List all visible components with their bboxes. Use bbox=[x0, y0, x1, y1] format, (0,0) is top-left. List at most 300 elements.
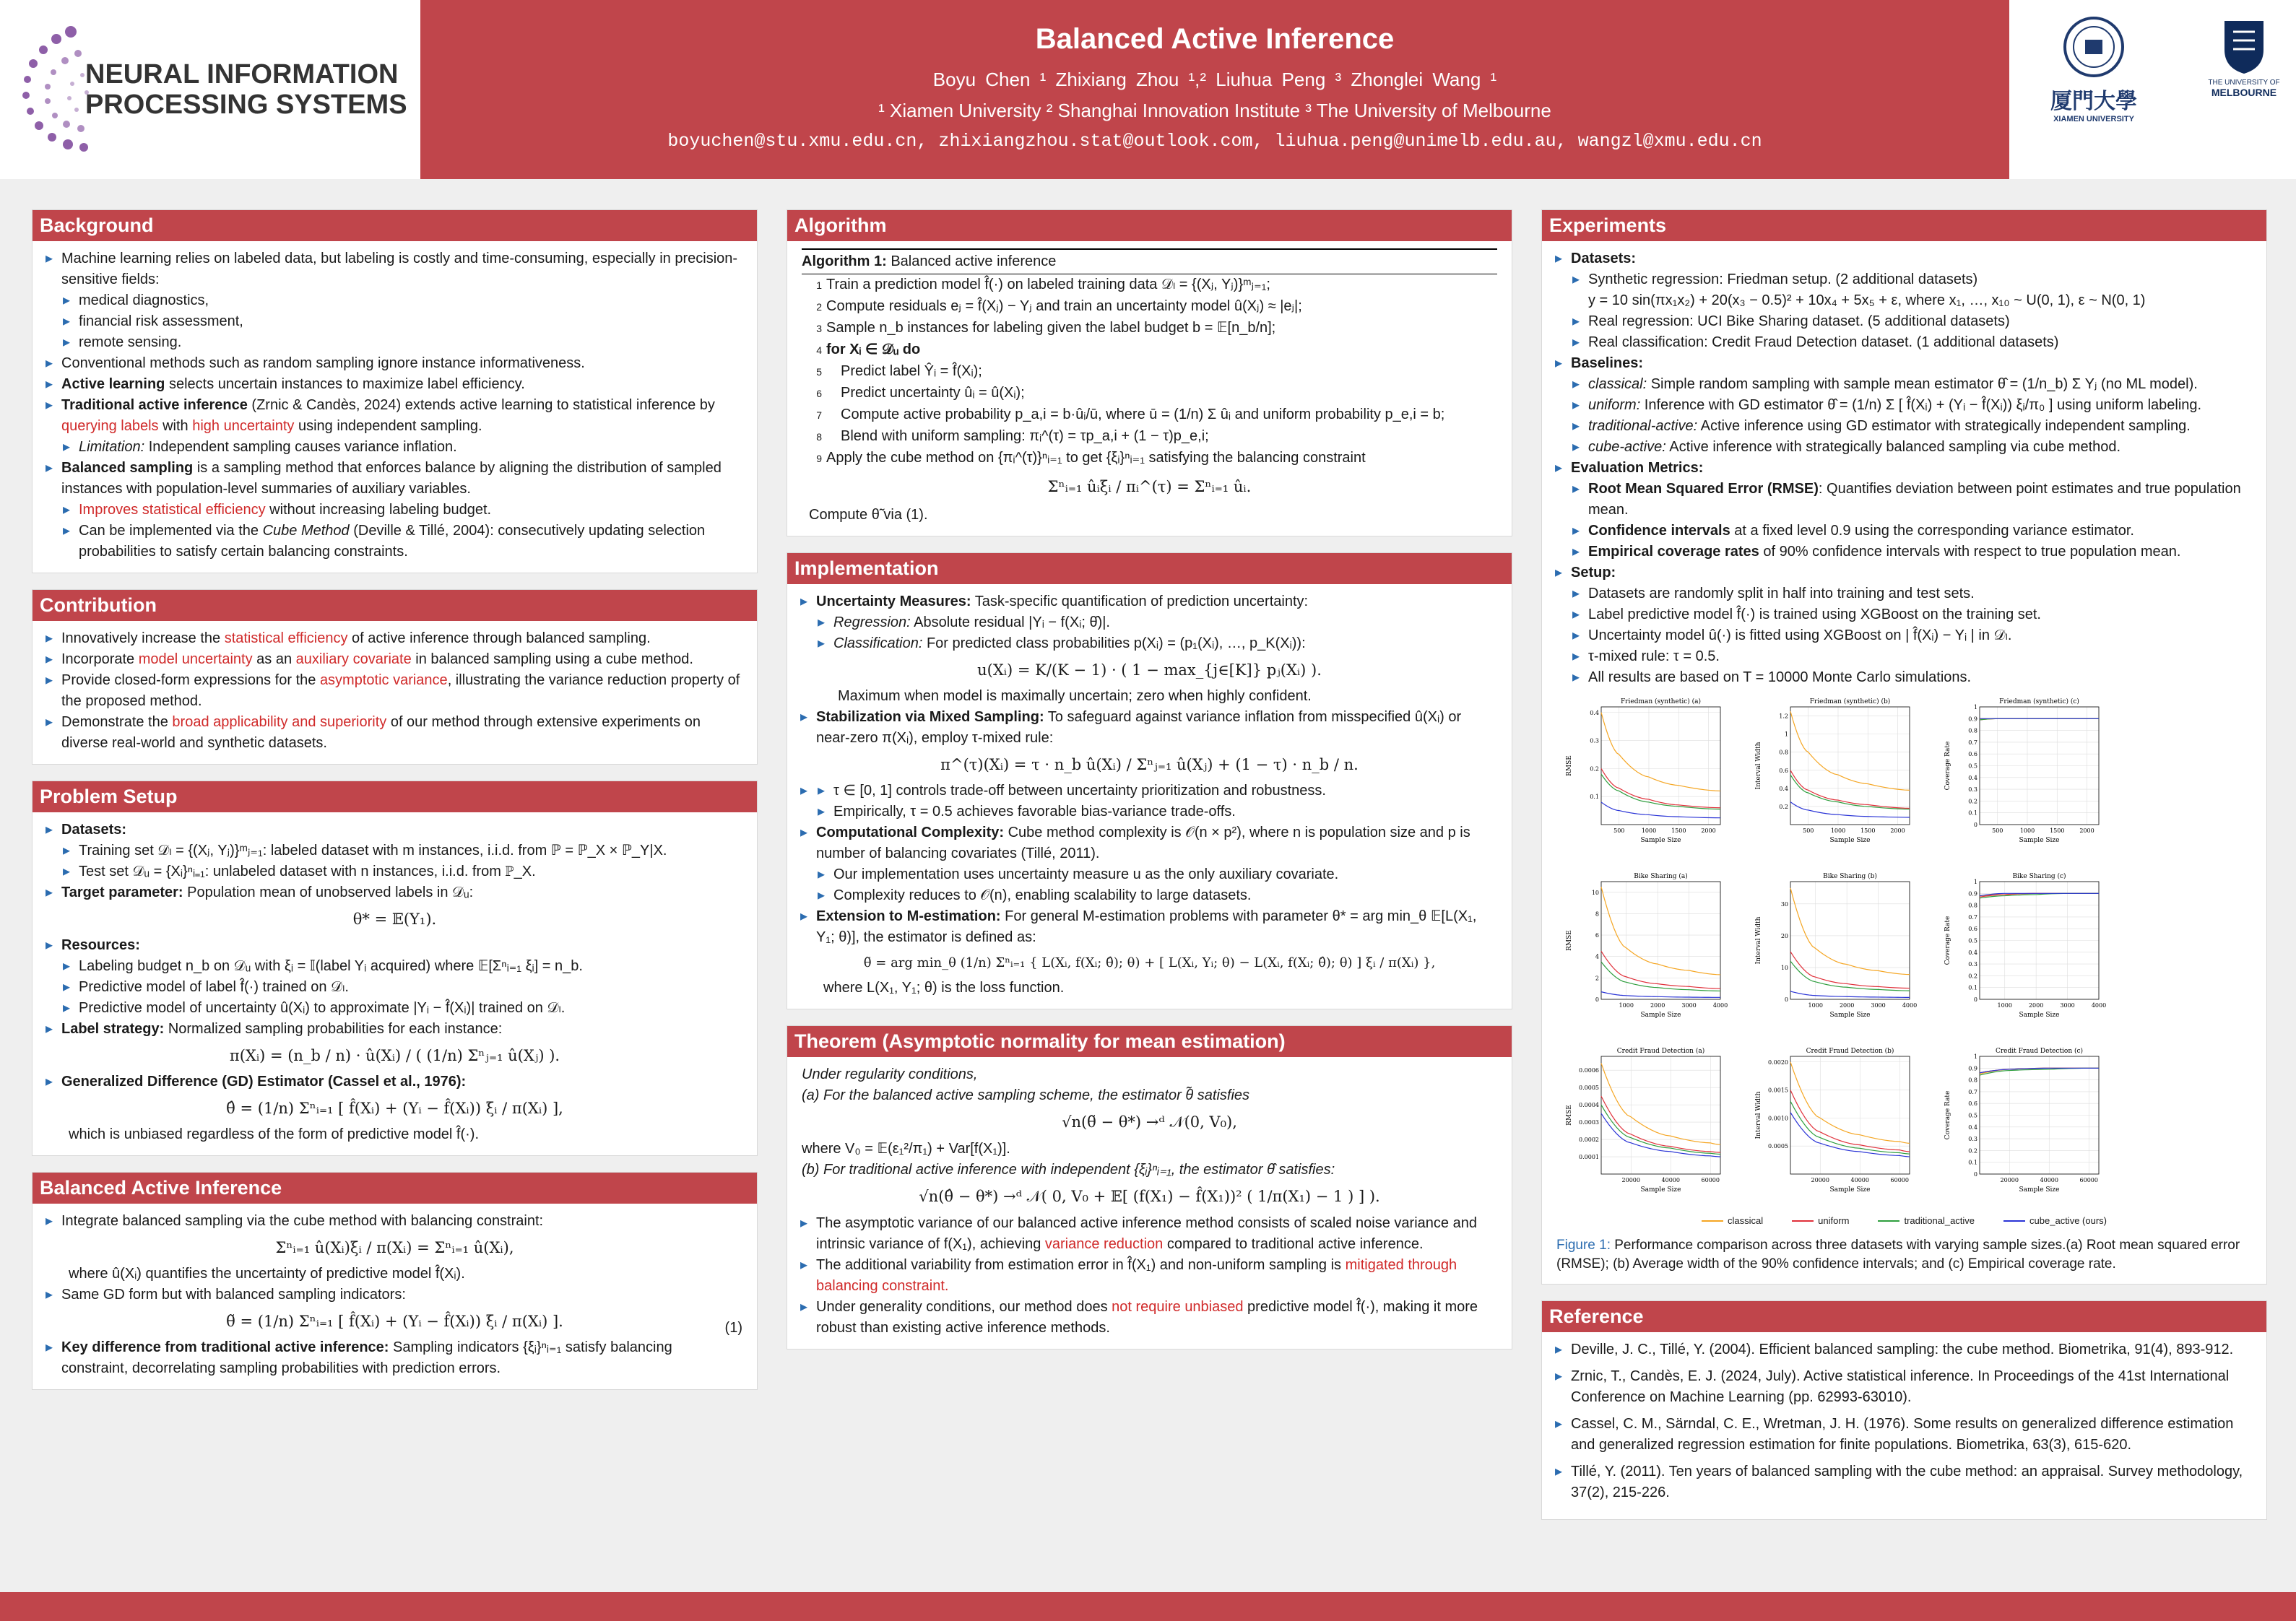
sub-bullet: ▸ Confidence intervals at a fixed level 0.9 using the corresponding variance estimator. bbox=[1588, 521, 2252, 542]
sub-bullet: ▸ Can be implemented via the Cube Method (Deville & Tillé, 2004): consecutively updating selection probabilities to satisfy certain balancing constraints. bbox=[79, 521, 742, 562]
x-tick-label: 20000 bbox=[1621, 1177, 1640, 1183]
y-tick-label: 0.3 bbox=[1968, 786, 1977, 794]
algorithm-line: 6 Predict uncertainty ûᵢ = û(Xᵢ); bbox=[816, 385, 1025, 401]
title-banner bbox=[420, 0, 2009, 179]
x-tick-label: 40000 bbox=[1850, 1177, 1869, 1183]
chart-title: Bike Sharing (c) bbox=[2012, 873, 2066, 880]
algorithm-section bbox=[787, 209, 1512, 536]
column-2 bbox=[787, 209, 1512, 1365]
equation: π(Xᵢ) = (n_b / n) · û(Xᵢ) / ( (1/n) Σⁿⱼ₌₁ û(Xⱼ) ). bbox=[229, 1047, 560, 1064]
authors: Boyu Chen ¹ Zhixiang Zhou ¹,² Liuhua Peng ³ Zhonglei Wang ¹ bbox=[932, 69, 1497, 90]
chart-title: Credit Fraud Detection (c) bbox=[1995, 1048, 2084, 1055]
equation: θ* = 𝔼(Y₁). bbox=[352, 911, 437, 928]
series-line-cube_activeours bbox=[1601, 1113, 1720, 1157]
plot-frame bbox=[1790, 1056, 1910, 1174]
y-tick-label: 0.9 bbox=[1968, 716, 1977, 723]
x-tick-label: 60000 bbox=[2079, 1177, 2098, 1183]
sub-bullet: ▸ Synthetic regression: Friedman setup. (2 additional datasets) y = 10 sin(πx₁x₂) + 20(x₃ − 0.5)² + 10x₄ + 5x₅ + ε, where x₁, …, x₁₀ ~ U(0, 1), ε ~ N(0, 1) bbox=[1588, 269, 2252, 311]
y-tick-label: 0.8 bbox=[1968, 902, 1977, 909]
y-tick-label: 0.0020 bbox=[1768, 1059, 1788, 1066]
y-tick-label: 10 bbox=[1780, 964, 1788, 971]
series-line-classical bbox=[1790, 888, 1910, 975]
bullet: ▸ Incorporate model uncertainty as an auxiliary covariate in balanced sampling using a cube method. bbox=[61, 649, 742, 670]
sub-bullet: ▸ financial risk assessment, bbox=[79, 311, 742, 332]
x-tick-label: 40000 bbox=[1661, 1177, 1680, 1183]
sub-bullet: ▸ Classification: For predicted class probabilities p(Xᵢ) = (p₁(Xᵢ), …, p_K(Xᵢ)): bbox=[833, 633, 1497, 654]
y-tick-label: 4 bbox=[1595, 953, 1599, 960]
series-line-traditional_active bbox=[1980, 1068, 2099, 1075]
y-tick-label: 2 bbox=[1595, 975, 1599, 982]
algorithm-line: 5 Predict label Ŷᵢ = f̂(Xᵢ); bbox=[816, 363, 982, 379]
sub-bullet: ▸ Empirical coverage rates of 90% confidence intervals with respect to true population mean. bbox=[1588, 542, 2252, 562]
series-line-uniform bbox=[1790, 952, 1910, 988]
x-tick-label: 60000 bbox=[1701, 1177, 1720, 1183]
y-tick-label: 0.0010 bbox=[1768, 1115, 1788, 1122]
bullet: ▸ Uncertainty Measures: Task-specific quantification of prediction uncertainty: ▸ Regression: Absolute residual |Yᵢ − f(Xᵢ; θ̂)|. ▸ Classification: For predicted class probabilities p(Xᵢ) = (p₁(Xᵢ), …, p_K(Xᵢ)): bbox=[816, 591, 1497, 654]
y-tick-label: 0.0002 bbox=[1579, 1137, 1599, 1144]
chart-title: Credit Fraud Detection (a) bbox=[1616, 1048, 1705, 1055]
sub-bullet: ▸ Regression: Absolute residual |Yᵢ − f(Xᵢ; θ̂)|. bbox=[833, 612, 1497, 633]
reference-item: ▸ Cassel, C. M., Särndal, C. E., Wretman, J. H. (1976). Some results on generalized difference estimation and generalized regression estimation for finite populations. Biometrika, 63(3), 615-620. bbox=[1571, 1414, 2252, 1456]
bullet: ▸ The additional variability from estimation error in f̂(X₁) and non-uniform sampling is mitigated through balancing constraint. bbox=[816, 1255, 1497, 1297]
y-tick-label: 0.2 bbox=[1968, 973, 1977, 980]
y-tick-label: 0.5 bbox=[1968, 762, 1977, 770]
y-tick-label: 1 bbox=[1973, 1053, 1977, 1060]
x-tick-label: 4000 bbox=[1902, 1002, 1918, 1009]
x-tick-label: 1000 bbox=[1808, 1002, 1823, 1009]
sub-bullet: ▸ Complexity reduces to 𝒪(n), enabling scalability to large datasets. bbox=[833, 885, 1497, 906]
melbourne-logo bbox=[2204, 17, 2284, 98]
x-axis-label: Sample Size bbox=[1829, 837, 1871, 844]
bullet-group bbox=[816, 781, 1497, 822]
y-tick-label: 20 bbox=[1780, 932, 1788, 939]
y-tick-label: 1.2 bbox=[1779, 713, 1788, 720]
y-tick-label: 0.0003 bbox=[1579, 1119, 1599, 1126]
poster-title: Balanced Active Inference bbox=[1035, 23, 1395, 55]
y-tick-label: 0.3 bbox=[1590, 737, 1599, 744]
contribution-section bbox=[32, 589, 758, 765]
x-tick-label: 1500 bbox=[2050, 827, 2065, 834]
y-tick-label: 0.2 bbox=[1779, 803, 1788, 810]
series-line-cube_activeours bbox=[1980, 1068, 2099, 1073]
y-tick-label: 0.0005 bbox=[1579, 1085, 1599, 1092]
y-tick-label: 0.0001 bbox=[1579, 1154, 1599, 1161]
chart-4 bbox=[1753, 870, 1918, 1029]
sub-bullet: ▸ medical diagnostics, bbox=[79, 290, 742, 311]
x-axis-label: Sample Size bbox=[2019, 837, 2060, 844]
y-tick-label: 0.2 bbox=[1968, 1147, 1977, 1155]
sub-bullet: ▸ Limitation: Independent sampling causes variance inflation. bbox=[79, 437, 742, 458]
y-tick-label: 0.3 bbox=[1968, 961, 1977, 968]
y-tick-label: 0 bbox=[1595, 996, 1599, 1003]
balanced-active-inference-section bbox=[32, 1172, 758, 1390]
paragraph: where V₀ = 𝔼(ε₁²/π₁) + Var[f(X₁)]. bbox=[802, 1141, 1010, 1157]
header bbox=[0, 0, 2296, 179]
figure-caption: Figure 1: Performance comparison across three datasets with varying sample sizes.(a) Root mean squared error (RMSE); (b) Average width of the 90% confidence intervals; and (c) Empirical coverage rate. bbox=[1556, 1238, 2240, 1272]
sub-bullet: ▸ Predictive model of uncertainty û(Xᵢ) to approximate |Yᵢ − f̂(Xᵢ)| trained on 𝒟ₗ. bbox=[79, 998, 742, 1019]
y-tick-label: 0.4 bbox=[1968, 1124, 1977, 1131]
bullet: ▸ Evaluation Metrics: ▸ Root Mean Squared Error (RMSE): Quantifies deviation between point estimates and true population mean. ▸ Confidence intervals at a fixed level 0.9 using the corresponding variance estimator. ▸ Empirical coverage rates of 90% confidence intervals with respect to true population mean. bbox=[1571, 458, 2252, 562]
sub-bullet: ▸ Uncertainty model û(·) is fitted using XGBoost on | f̂(Xᵢ) − Yᵢ | in 𝒟ₗ. bbox=[1588, 625, 2252, 646]
sub-bullet: ▸ Empirically, τ = 0.5 achieves favorable bias-variance trade-offs. bbox=[833, 801, 1497, 822]
chart-title: Friedman (synthetic) (c) bbox=[1999, 698, 2079, 705]
series-line-uniform bbox=[1601, 951, 1720, 988]
x-tick-label: 1000 bbox=[1641, 827, 1657, 834]
x-tick-label: 1500 bbox=[1671, 827, 1686, 834]
implementation-section bbox=[787, 552, 1512, 1009]
x-tick-label: 500 bbox=[1992, 827, 2003, 834]
sub-bullet: ▸ uniform: Inference with GD estimator θ̂ = (1/n) Σ [ f̂(Xᵢ) + (Yᵢ − f̂(Xᵢ)) ξᵢ/π₀ ] using uniform labeling. bbox=[1588, 395, 2252, 416]
chart-svg bbox=[1942, 870, 2105, 1025]
paragraph: where L(X₁, Y₁; θ) is the loss function. bbox=[823, 980, 1065, 996]
y-tick-label: 0.1 bbox=[1968, 1159, 1977, 1166]
sub-bullet: ▸ cube-active: Active inference with strategically balanced sampling via cube method. bbox=[1588, 437, 2252, 458]
x-tick-label: 2000 bbox=[2028, 1002, 2044, 1009]
chart-0 bbox=[1564, 695, 1726, 854]
algorithm-line: 9 Apply the cube method on {πᵢ^(τ)}ⁿᵢ₌₁ to get {ξᵢ}ⁿᵢ₌₁ satisfying the balancing constraint bbox=[816, 450, 1366, 466]
y-tick-label: 0.1 bbox=[1968, 809, 1977, 817]
bullet: ▸ Setup: ▸ Datasets are randomly split in half into training and test sets. ▸ Label predictive model f̂(·) is trained using XGBoost on the training set. ▸ Uncertainty model û(·) is fitted using XGBoost on | f̂(Xᵢ) − Yᵢ | in 𝒟ₗ. ▸ τ-mixed rule: τ = 0.5. ▸ All results are based on T = 10000 Monte Carlo simulations. bbox=[1571, 562, 2252, 688]
x-tick-label: 1500 bbox=[1860, 827, 1876, 834]
chart-svg bbox=[1753, 695, 1915, 851]
affiliations: ¹ Xiamen University ² Shanghai Innovation Institute ³ The University of Melbourne bbox=[878, 100, 1551, 121]
series-line-classical bbox=[1790, 1062, 1910, 1144]
x-tick-label: 20000 bbox=[1811, 1177, 1829, 1183]
y-tick-label: 0.4 bbox=[1968, 949, 1977, 956]
section-title: Contribution bbox=[33, 590, 757, 621]
bullet: ▸ Datasets: ▸ Training set 𝒟ₗ = {(Xⱼ, Yⱼ)}ᵐⱼ₌₁: labeled dataset with m instances, i.i.d. from ℙ = ℙ_X × ℙ_Y|X. ▸ Test set 𝒟ᵤ = {Xᵢ}ⁿᵢ₌₁: unlabeled dataset with n instances, i.i.d. from ℙ_X. bbox=[61, 820, 742, 882]
x-tick-label: 3000 bbox=[1871, 1002, 1886, 1009]
y-tick-label: 0.0004 bbox=[1579, 1102, 1599, 1109]
logo-text-line2: PROCESSING SYSTEMS bbox=[85, 90, 407, 120]
y-tick-label: 0.2 bbox=[1590, 765, 1599, 773]
x-tick-label: 500 bbox=[1803, 827, 1814, 834]
legend-item: classical bbox=[1702, 1215, 1763, 1226]
series-line-classical bbox=[1601, 1064, 1720, 1145]
y-tick-label: 0.1 bbox=[1590, 794, 1599, 801]
series-line-cube_activeours bbox=[1790, 991, 1910, 997]
section-title: Problem Setup bbox=[33, 781, 757, 812]
algorithm-header: Algorithm 1: Balanced active inference bbox=[802, 248, 1497, 274]
reference-item: ▸ Zrnic, T., Candès, E. J. (2024, July). Active statistical inference. In Proceedings of the 41st International Conference on Machine Learning (pp. 62993-63010). bbox=[1571, 1366, 2252, 1408]
bullet: ▸ The asymptotic variance of our balanced active inference method consists of scaled noise variance and intrinsic variance of f(X₁), achieving variance reduction compared to traditional active inference. bbox=[816, 1213, 1497, 1255]
xiamen-logo bbox=[2047, 14, 2141, 123]
sub-bullet: ▸ Training set 𝒟ₗ = {(Xⱼ, Yⱼ)}ᵐⱼ₌₁: labeled dataset with m instances, i.i.d. from ℙ = ℙ_X × ℙ_Y|X. bbox=[79, 840, 742, 861]
y-tick-label: 1 bbox=[1973, 704, 1977, 710]
x-tick-label: 40000 bbox=[2040, 1177, 2058, 1183]
equation: Σⁿᵢ₌₁ û(Xᵢ)ξᵢ / π(Xᵢ) = Σⁿᵢ₌₁ û(Xᵢ), bbox=[275, 1239, 514, 1256]
y-tick-label: 0.7 bbox=[1968, 739, 1977, 746]
x-tick-label: 4000 bbox=[1712, 1002, 1728, 1009]
x-tick-label: 1000 bbox=[1830, 827, 1846, 834]
x-tick-label: 3000 bbox=[2060, 1002, 2075, 1009]
sub-bullet: ▸ τ-mixed rule: τ = 0.5. bbox=[1588, 646, 2252, 667]
chart-svg bbox=[1564, 695, 1726, 851]
emails: boyuchen@stu.xmu.edu.cn, zhixiangzhou.stat@outlook.com, liuhua.peng@unimelb.edu.au, wangzl@xmu.edu.cn bbox=[667, 131, 1762, 152]
background-section bbox=[32, 209, 758, 573]
x-tick-label: 60000 bbox=[1890, 1177, 1909, 1183]
xiamen-english: XIAMEN UNIVERSITY bbox=[2053, 115, 2134, 123]
y-axis-label: Coverage Rate bbox=[1944, 741, 1951, 791]
bullet: ▸ Target parameter: Population mean of unobserved labels in 𝒟ᵤ: bbox=[61, 882, 742, 903]
equation: Σⁿᵢ₌₁ ûᵢξᵢ / πᵢ^(τ) = Σⁿᵢ₌₁ ûᵢ. bbox=[1047, 478, 1252, 495]
algorithm-line: 1 Train a prediction model f̂(·) on labeled training data 𝒟ₗ = {(Xⱼ, Yⱼ)}ᵐⱼ₌₁; bbox=[816, 277, 1270, 292]
neurips-logo bbox=[0, 0, 419, 179]
bullet: ▸ Traditional active inference (Zrnic & Candès, 2024) extends active learning to statistical inference by querying labels with high uncertainty using independent sampling. ▸ Limitation: Independent sampling causes variance inflation. bbox=[61, 395, 742, 458]
theorem-section bbox=[787, 1025, 1512, 1350]
bullet: ▸ Machine learning relies on labeled data, but labeling is costly and time-consuming, especially in precision-sensitive fields: ▸ medical diagnostics, ▸ financial risk assessment, ▸ remote sensing. bbox=[61, 248, 742, 353]
series-line-uniform bbox=[1790, 1090, 1910, 1152]
y-axis-label: RMSE bbox=[1566, 930, 1573, 951]
x-axis-label: Sample Size bbox=[1640, 837, 1681, 844]
bullet: ▸ Generalized Difference (GD) Estimator (Cassel et al., 1976): bbox=[61, 1072, 742, 1092]
column-1 bbox=[32, 209, 758, 1406]
series-line-cube_activeours bbox=[1601, 992, 1720, 998]
y-tick-label: 0.0006 bbox=[1579, 1067, 1599, 1074]
university-logos bbox=[2009, 0, 2296, 179]
algorithm-line: 4 for Xᵢ ∈ 𝒟ᵤ do bbox=[816, 342, 921, 357]
chart-svg bbox=[1753, 870, 1918, 1025]
series-line-cube_activeours bbox=[1790, 1113, 1910, 1157]
chart-6 bbox=[1564, 1045, 1726, 1204]
y-tick-label: 1 bbox=[1784, 731, 1788, 738]
sub-bullet: ▸ ▸ τ ∈ [0, 1] controls trade-off between uncertainty prioritization and robustness. bbox=[833, 781, 1497, 801]
legend-item: traditional_active bbox=[1878, 1215, 1975, 1226]
reference-item: ▸ Deville, J. C., Tillé, Y. (2004). Efficient balanced sampling: the cube method. Biometrika, 91(4), 893-912. bbox=[1571, 1339, 2252, 1360]
bullet: ▸ Same GD form but with balanced sampling indicators: bbox=[61, 1285, 742, 1305]
chart-svg bbox=[1564, 1045, 1726, 1200]
chart-5 bbox=[1942, 870, 2105, 1029]
chart-3 bbox=[1564, 870, 1726, 1029]
bullet: ▸ Computational Complexity: Cube method complexity is 𝒪(n × p²), where n is population size and p is number of balancing covariates (Tillé, 2011). ▸ Our implementation uses uncertainty measure u as the only auxiliary covariate. ▸ Complexity reduces to 𝒪(n), enabling scalability to large datasets. bbox=[816, 822, 1497, 906]
x-axis-label: Sample Size bbox=[1640, 1012, 1681, 1019]
reference-section bbox=[1541, 1300, 2267, 1520]
y-axis-label: RMSE bbox=[1566, 1105, 1573, 1126]
chart-8 bbox=[1942, 1045, 2105, 1204]
x-tick-label: 20000 bbox=[2000, 1177, 2019, 1183]
sub-bullet: ▸ remote sensing. bbox=[79, 332, 742, 353]
experiments-section bbox=[1541, 209, 2267, 1285]
bullet: ▸ Extension to M-estimation: For general M-estimation problems with parameter θ* = arg min_θ 𝔼[L(X₁, Y₁; θ)], the estimator is defined as: bbox=[816, 906, 1497, 948]
footer-bar bbox=[0, 1592, 2296, 1621]
y-tick-label: 10 bbox=[1591, 889, 1599, 896]
section-title: Theorem (Asymptotic normality for mean estimation) bbox=[787, 1026, 1512, 1057]
x-axis-label: Sample Size bbox=[1829, 1186, 1871, 1194]
x-tick-label: 2000 bbox=[2079, 827, 2094, 834]
y-tick-label: 0.8 bbox=[1779, 749, 1788, 756]
y-tick-label: 0.8 bbox=[1968, 727, 1977, 734]
legend-item: uniform bbox=[1792, 1215, 1849, 1226]
y-tick-label: 0.4 bbox=[1968, 774, 1977, 781]
x-axis-label: Sample Size bbox=[2019, 1186, 2060, 1194]
y-tick-label: 0.9 bbox=[1968, 890, 1977, 898]
y-tick-label: 0.5 bbox=[1968, 1112, 1977, 1119]
y-tick-label: 6 bbox=[1595, 932, 1599, 939]
y-tick-label: 0.4 bbox=[1590, 709, 1599, 716]
y-tick-label: 0.0005 bbox=[1768, 1143, 1788, 1150]
section-title: Algorithm bbox=[787, 210, 1512, 241]
figure-legend bbox=[1542, 1215, 2266, 1226]
y-tick-label: 0.5 bbox=[1968, 937, 1977, 944]
paragraph: which is unbiased regardless of the form of predictive model f̂(·). bbox=[69, 1126, 480, 1142]
y-tick-label: 0 bbox=[1784, 996, 1788, 1003]
series-line-traditional_active bbox=[1601, 962, 1720, 991]
y-axis-label: Interval Width bbox=[1755, 1091, 1762, 1139]
xiamen-seal-icon bbox=[2061, 14, 2126, 79]
chart-7 bbox=[1753, 1045, 1915, 1204]
y-tick-label: 0.8 bbox=[1968, 1077, 1977, 1084]
problem-setup-section bbox=[32, 781, 758, 1156]
bullet: ▸ Label strategy: Normalized sampling probabilities for each instance: bbox=[61, 1019, 742, 1040]
section-title: Reference bbox=[1542, 1301, 2266, 1332]
series-line-classical bbox=[1601, 887, 1720, 975]
equation: θ̃ = arg min_θ (1/n) Σⁿᵢ₌₁ { L(Xᵢ, f(Xᵢ; θ̂); θ) + [ L(Xᵢ, Yᵢ; θ) − L(Xᵢ, f(Xᵢ; θ̂); θ) ] ξᵢ / π(Xᵢ) }, bbox=[863, 955, 1436, 970]
bullet: ▸ Innovatively increase the statistical efficiency of active inference through balanced sampling. bbox=[61, 628, 742, 649]
y-tick-label: 0.9 bbox=[1968, 1065, 1977, 1072]
bullet: ▸ Under generality conditions, our method does not require unbiased predictive model f̂(·), making it more robust than existing active inference methods. bbox=[816, 1297, 1497, 1339]
bullet: ▸ Balanced sampling is a sampling method that enforces balance by aligning the distribution of sampled instances with population-level summaries of auxiliary variables. ▸ Improves statistical efficiency without increasing labeling budget. ▸ Can be implemented via the Cube Method (Deville & Tillé, 2004): consecutively updating selection probabilities to satisfy certain balancing constraints. bbox=[61, 458, 742, 562]
chart-title: Friedman (synthetic) (a) bbox=[1620, 698, 1702, 705]
sub-bullet: ▸ Label predictive model f̂(·) is trained using XGBoost on the training set. bbox=[1588, 604, 2252, 625]
y-tick-label: 1 bbox=[1973, 879, 1977, 885]
chart-svg bbox=[1753, 1045, 1915, 1200]
chart-svg bbox=[1942, 1045, 2105, 1200]
chart-title: Friedman (synthetic) (b) bbox=[1809, 698, 1891, 705]
bullet: ▸ Datasets: ▸ Synthetic regression: Friedman setup. (2 additional datasets) y = 10 sin(πx₁x₂) + 20(x₃ − 0.5)² + 10x₄ + 5x₅ + ε, where x₁, …, x₁₀ ~ U(0, 1), ε ~ N(0, 1) ▸ Real regression: UCI Bike Sharing dataset. (5 additional datasets) ▸ Real classification: Credit Fraud Detection dataset. (1 additional datasets) bbox=[1571, 248, 2252, 353]
figure-grid bbox=[1542, 688, 2266, 1211]
sub-bullet: ▸ Predictive model of label f̂(·) trained on 𝒟ₗ. bbox=[79, 977, 742, 998]
chart-2 bbox=[1942, 695, 2105, 854]
y-axis-label: Interval Width bbox=[1755, 916, 1762, 965]
y-axis-label: Interval Width bbox=[1755, 742, 1762, 790]
paragraph: Maximum when model is maximally uncertain; zero when highly confident. bbox=[838, 688, 1312, 704]
bullet: ▸ Stabilization via Mixed Sampling: To safeguard against variance inflation from misspecified û(Xᵢ) or near-zero π(Xᵢ), employ τ-mixed rule: bbox=[816, 707, 1497, 749]
chart-1 bbox=[1753, 695, 1915, 854]
bullet: ▸ Active learning selects uncertain instances to maximize label efficiency. bbox=[61, 374, 742, 395]
y-tick-label: 0.1 bbox=[1968, 984, 1977, 991]
y-tick-label: 0 bbox=[1973, 1171, 1977, 1178]
y-tick-label: 0 bbox=[1973, 996, 1977, 1003]
sub-bullet: ▸ classical: Simple random sampling with sample mean estimator θ̂ = (1/n_b) Σ Yⱼ (no ML model). bbox=[1588, 374, 2252, 395]
melbourne-text-2: MELBOURNE bbox=[2211, 87, 2277, 98]
neurips-dots-icon bbox=[6, 17, 92, 162]
chart-title: Bike Sharing (b) bbox=[1823, 873, 1877, 880]
y-tick-label: 30 bbox=[1780, 900, 1788, 908]
x-axis-label: Sample Size bbox=[2019, 1012, 2060, 1019]
algorithm-line: Compute θ̃ via (1). bbox=[809, 507, 928, 523]
y-tick-label: 0.7 bbox=[1968, 913, 1977, 921]
sub-bullet: ▸ All results are based on T = 10000 Monte Carlo simulations. bbox=[1588, 667, 2252, 688]
y-axis-label: RMSE bbox=[1566, 755, 1573, 776]
equation: θ̃ = (1/n) Σⁿᵢ₌₁ [ f̂(Xᵢ) + (Yᵢ − f̂(Xᵢ)) ξᵢ / π(Xᵢ) ]. bbox=[226, 1313, 563, 1330]
x-axis-label: Sample Size bbox=[1640, 1186, 1681, 1194]
section-title: Implementation bbox=[787, 553, 1512, 584]
algorithm-line: 2 Compute residuals eⱼ = f̂(Xⱼ) − Yⱼ and train an uncertainty model û(Xⱼ) ≈ |eⱼ|; bbox=[816, 298, 1302, 314]
y-axis-label: Coverage Rate bbox=[1944, 1090, 1951, 1140]
y-tick-label: 0.0015 bbox=[1768, 1087, 1788, 1094]
algorithm-box bbox=[787, 248, 1512, 526]
algorithm-line: 3 Sample n_b instances for labeling given the label budget b = 𝔼[n_b/n]; bbox=[816, 320, 1276, 336]
y-tick-label: 0.6 bbox=[1968, 1100, 1977, 1108]
equation: u(Xᵢ) = K/(K − 1) · ( 1 − max_{j∈[K]} pⱼ(Xᵢ) ). bbox=[977, 661, 1322, 679]
chart-title: Credit Fraud Detection (b) bbox=[1806, 1048, 1894, 1055]
bullet: ▸ Resources: ▸ Labeling budget n_b on 𝒟ᵤ with ξᵢ = 𝕀(label Yᵢ acquired) where 𝔼[Σⁿᵢ₌₁ ξᵢ] = n_b. ▸ Predictive model of label f̂(·) trained on 𝒟ₗ. ▸ Predictive model of uncertainty û(Xᵢ) to approximate |Yᵢ − f̂(Xᵢ)| trained on 𝒟ₗ. bbox=[61, 935, 742, 1019]
equation: √n(θ̂ − θ*) →ᵈ 𝒩( 0, V₀ + 𝔼[ (f(X₁) − f̂(X₁))² ( 1/π(X₁) − 1 ) ] ). bbox=[919, 1188, 1380, 1205]
reference-item: ▸ Tillé, Y. (2011). Ten years of balanced sampling with the cube method: an appraisal. Survey methodology, 37(2), 215-226. bbox=[1571, 1461, 2252, 1503]
bullet: ▸ Baselines: ▸ classical: Simple random sampling with sample mean estimator θ̂ = (1/n_b) Σ Yⱼ (no ML model). ▸ uniform: Inference with GD estimator θ̂ = (1/n) Σ [ f̂(Xᵢ) + (Yᵢ − f̂(Xᵢ)) ξᵢ/π₀ ] using uniform labeling. ▸ traditional-active: Active inference using GD estimator with strategically independent sampling. ▸ cube-active: Active inference with strategically balanced sampling via cube method. bbox=[1571, 353, 2252, 458]
section-title: Experiments bbox=[1542, 210, 2266, 241]
bullet: ▸ Integrate balanced sampling via the cube method with balancing constraint: bbox=[61, 1211, 742, 1232]
y-tick-label: 0.2 bbox=[1968, 798, 1977, 805]
bullet: ▸ Provide closed-form expressions for the asymptotic variance, illustrating the variance reduction property of the proposed method. bbox=[61, 670, 742, 712]
equation: √n(θ̃ − θ*) →ᵈ 𝒩(0, V₀), bbox=[1062, 1113, 1237, 1131]
bullet: ▸ Demonstrate the broad applicability and superiority of our method through extensive experiments on diverse real-world and synthetic datasets. bbox=[61, 712, 742, 754]
y-tick-label: 0.6 bbox=[1779, 767, 1788, 774]
y-tick-label: 0.6 bbox=[1968, 751, 1977, 758]
x-axis-label: Sample Size bbox=[1829, 1012, 1871, 1019]
y-tick-label: 0.7 bbox=[1968, 1088, 1977, 1095]
x-tick-label: 2000 bbox=[1839, 1002, 1855, 1009]
x-tick-label: 2000 bbox=[1701, 827, 1716, 834]
paragraph: where û(Xᵢ) quantifies the uncertainty of predictive model f̂(Xᵢ). bbox=[69, 1266, 465, 1282]
sub-bullet: ▸ traditional-active: Active inference using GD estimator with strategically independent sampling. bbox=[1588, 416, 2252, 437]
paragraph: (b) For traditional active inference with independent {ξᵢ}ⁿᵢ₌₁, the estimator θ̂ satisfies: bbox=[802, 1162, 1335, 1178]
algorithm-line: 7 Compute active probability p_a,i = b·ûᵢ/ū, where ū = (1/n) Σ ûᵢ and uniform probability p_e,i = b; bbox=[816, 407, 1445, 422]
legend-item: cube_active (ours) bbox=[2003, 1215, 2107, 1226]
equation-number: (1) bbox=[724, 1320, 742, 1336]
plot-frame bbox=[1601, 882, 1720, 999]
plot-frame bbox=[1601, 1056, 1720, 1174]
bullet: ▸ Conventional methods such as random sampling ignore instance informativeness. bbox=[61, 353, 742, 374]
sub-bullet: ▸ Real regression: UCI Bike Sharing dataset. (5 additional datasets) bbox=[1588, 311, 2252, 332]
x-tick-label: 2000 bbox=[1650, 1002, 1665, 1009]
sub-bullet: ▸ Real classification: Credit Fraud Detection dataset. (1 additional datasets) bbox=[1588, 332, 2252, 353]
section-title: Background bbox=[33, 210, 757, 241]
series-line-traditional_active bbox=[1601, 1105, 1720, 1154]
sub-bullet: ▸ Labeling budget n_b on 𝒟ᵤ with ξᵢ = 𝕀(label Yᵢ acquired) where 𝔼[Σⁿᵢ₌₁ ξᵢ] = n_b. bbox=[79, 956, 742, 977]
sub-bullet: ▸ Improves statistical efficiency without increasing labeling budget. bbox=[79, 500, 742, 521]
melbourne-crest-icon bbox=[2219, 17, 2269, 75]
paragraph: Under regularity conditions, bbox=[802, 1066, 978, 1082]
x-tick-label: 1000 bbox=[2019, 827, 2035, 834]
sub-bullet: ▸ Test set 𝒟ᵤ = {Xᵢ}ⁿᵢ₌₁: unlabeled dataset with n instances, i.i.d. from ℙ_X. bbox=[79, 861, 742, 882]
x-tick-label: 1000 bbox=[1619, 1002, 1634, 1009]
sub-bullet: ▸ Root Mean Squared Error (RMSE): Quantifies deviation between point estimates and true population mean. bbox=[1588, 479, 2252, 521]
sub-bullet: ▸ Datasets are randomly split in half into training and test sets. bbox=[1588, 583, 2252, 604]
xiamen-chinese: 厦門大學 bbox=[2050, 89, 2137, 114]
x-tick-label: 1000 bbox=[1997, 1002, 2012, 1009]
equation: θ̂ = (1/n) Σⁿᵢ₌₁ [ f̂(Xᵢ) + (Yᵢ − f̂(Xᵢ)) ξᵢ / π(Xᵢ) ], bbox=[226, 1100, 563, 1117]
x-tick-label: 2000 bbox=[1890, 827, 1905, 834]
column-3 bbox=[1541, 209, 2267, 1536]
x-tick-label: 3000 bbox=[1681, 1002, 1697, 1009]
chart-svg bbox=[1564, 870, 1726, 1025]
chart-title: Bike Sharing (a) bbox=[1634, 873, 1688, 880]
chart-svg bbox=[1942, 695, 2105, 851]
y-tick-label: 0.3 bbox=[1968, 1136, 1977, 1143]
paragraph: (a) For the balanced active sampling scheme, the estimator θ̃ satisfies bbox=[802, 1087, 1250, 1103]
y-tick-label: 0.6 bbox=[1968, 926, 1977, 933]
sub-bullet: ▸ Our implementation uses uncertainty measure u as the only auxiliary covariate. bbox=[833, 864, 1497, 885]
logo-text-line1: NEURAL INFORMATION bbox=[85, 59, 399, 90]
bullet: ▸ Key difference from traditional active inference: Sampling indicators {ξᵢ}ⁿᵢ₌₁ satisfy balancing constraint, decorrelating sampling probabilities with prediction errors. bbox=[61, 1337, 742, 1379]
y-axis-label: Coverage Rate bbox=[1944, 916, 1951, 965]
x-tick-label: 4000 bbox=[2091, 1002, 2107, 1009]
melbourne-text-1: THE UNIVERSITY OF bbox=[2208, 79, 2280, 87]
y-tick-label: 0.4 bbox=[1779, 785, 1788, 792]
x-tick-label: 500 bbox=[1613, 827, 1625, 834]
y-tick-label: 0 bbox=[1973, 822, 1977, 828]
